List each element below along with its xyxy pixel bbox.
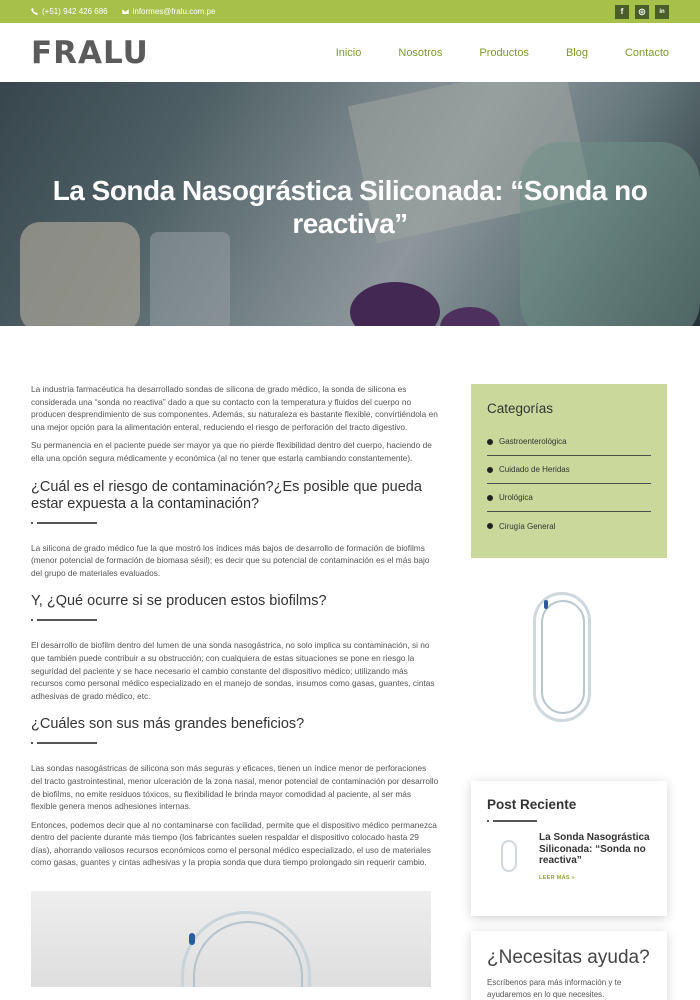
recent-post-heading: Post Reciente bbox=[487, 797, 577, 812]
section-heading: Y, ¿Qué ocurre si se producen estos biofilms? bbox=[31, 593, 327, 610]
article-paragraph: Entonces, podemos decir que al no contaminarse con facilidad, permite que el dispositivo médico permanezca dentro del paciente durante más tiempo (los fabricantes suelen respaldar el dispositivo colocado hasta 29 días), ahorrando valiosos recursos económicos como el personal médico especializado, el uso de materiales como gasas, guantes y cintas adhesivas y la propia sonda que dura tiempo prolongado sin requerir cambio. bbox=[31, 819, 437, 868]
nav-nosotros[interactable]: Nosotros bbox=[398, 46, 443, 59]
email-link[interactable] bbox=[122, 7, 216, 16]
main-nav bbox=[336, 47, 669, 59]
bullet-icon bbox=[487, 495, 493, 501]
nav-blog[interactable]: Blog bbox=[565, 46, 588, 59]
categories-widget bbox=[471, 384, 667, 558]
linkedin-icon[interactable]: in bbox=[655, 5, 669, 19]
heading-divider bbox=[31, 522, 439, 524]
read-more-link[interactable]: LEER MÁS » bbox=[539, 874, 576, 881]
top-bar bbox=[0, 0, 700, 23]
bullet-icon bbox=[487, 467, 493, 473]
categories-list bbox=[487, 428, 651, 540]
bullet-icon bbox=[487, 439, 493, 445]
email-address: informes@fralu.com.pe bbox=[132, 7, 216, 16]
categories-title: Categorías bbox=[487, 401, 554, 416]
logo[interactable] bbox=[31, 35, 149, 71]
article-paragraph: La industria farmacéutica ha desarrollado sondas de silicona de grado médico, la sonda de silicona es considerada una “sonda no reactiva” dado a que su contacto con la temperatura y fluidos del cuerpo no producen desprendimiento de sus componentes. Además, su naturaleza es bastante flexible, convirtiéndola en una mejor opción para la alimentación enteral, reduciendo el riesgo de perforación del tracto digestivo. bbox=[31, 384, 438, 432]
social-links bbox=[615, 5, 669, 19]
site-header bbox=[0, 23, 700, 82]
facebook-icon[interactable]: f bbox=[615, 5, 629, 19]
category-item[interactable] bbox=[487, 512, 651, 540]
heading-divider bbox=[31, 619, 439, 621]
nav-contacto[interactable]: Contacto bbox=[624, 46, 669, 59]
phone-link[interactable] bbox=[31, 7, 108, 16]
help-title: ¿Necesitas ayuda? bbox=[487, 947, 650, 968]
contact-info bbox=[31, 7, 215, 16]
phone-number: (+51) 942 426 686 bbox=[42, 7, 108, 16]
article-paragraph: La silicona de grado médico fue la que mostró los índices más bajos de desarrollo de formación de biofilms (menor potencial de formación de biomasa sésil); es decir que su potencial de contaminación es el más bajo del grupo de materiales evaluados. bbox=[31, 542, 430, 578]
article-paragraph: El desarrollo de biofilm dentro del lumen de una sonda nasogástrica, no solo implica su contaminación, si no que también puede contribuir a su obstrucción; con cualquiera de estas situaciones se pone en riesgo la seguridad del paciente y se hace necesario el cambio constante del dispositivo médico; utilizando más recursos como personal médico especializado en el manejo de sondas, insumos como gasas, guantes, cintas adhesivas de grado médico, etc. bbox=[31, 640, 435, 701]
article-paragraph: Las sondas nasogástricas de silicona son más seguras y eficaces, tienen un índice menor de perforaciones del tracto gastrointestinal, menor ulceración de la zona nasal, menor potencial de contaminación por desarrollo de biofilms, no emite residuos tóxicos, su flexibilidad le brinda mayor comodidad al paciente, al ser más flexible genera menos adhesiones internas. bbox=[31, 763, 439, 812]
heading-divider bbox=[487, 820, 651, 822]
heading-divider bbox=[31, 742, 439, 744]
category-label: Urológica bbox=[499, 493, 533, 502]
recent-post-widget bbox=[471, 781, 667, 916]
sidebar-product-image bbox=[515, 590, 615, 725]
section-heading: ¿Cuáles son sus más grandes beneficios? bbox=[31, 716, 305, 733]
category-item[interactable] bbox=[487, 428, 651, 456]
post-thumbnail[interactable] bbox=[487, 840, 529, 882]
article-paragraph: Su permanencia en el paciente puede ser mayor ya que no pierde flexibilidad dentro del cuerpo, haciendo de ella una opción segura médicamente y económica (al no tener que estarla cambiando constantemente). bbox=[31, 440, 432, 463]
section-heading: ¿Cuál es el riesgo de contaminación?¿Es posible que pueda estar expuesta a la contaminación? bbox=[31, 478, 422, 512]
nav-inicio[interactable]: Inicio bbox=[335, 46, 362, 59]
hero-banner bbox=[0, 82, 700, 326]
nav-productos[interactable]: Productos bbox=[479, 46, 529, 59]
category-label: Gastroenterológica bbox=[499, 437, 567, 446]
category-label: Cirugía General bbox=[499, 521, 556, 531]
instagram-icon[interactable]: ◎ bbox=[635, 5, 649, 19]
category-item[interactable] bbox=[487, 456, 651, 484]
page-title: La Sonda Nasográstica Siliconada: “Sonda no reactiva” bbox=[52, 175, 648, 239]
category-item[interactable] bbox=[487, 484, 651, 512]
phone-icon bbox=[31, 8, 38, 15]
category-label: Cuidado de Heridas bbox=[499, 465, 570, 474]
help-text: Escríbenos para más información y te ayudaremos en lo que necesites. bbox=[487, 978, 622, 999]
article-content bbox=[31, 383, 439, 987]
mail-icon bbox=[122, 8, 129, 15]
help-widget bbox=[471, 931, 667, 1000]
logo-text: FRALU bbox=[31, 34, 149, 71]
product-image bbox=[31, 891, 431, 987]
bullet-icon bbox=[487, 523, 493, 529]
recent-post-title[interactable]: La Sonda Nasográstica Siliconada: “Sonda no reactiva” bbox=[539, 832, 650, 866]
recent-post-item[interactable] bbox=[487, 832, 651, 882]
